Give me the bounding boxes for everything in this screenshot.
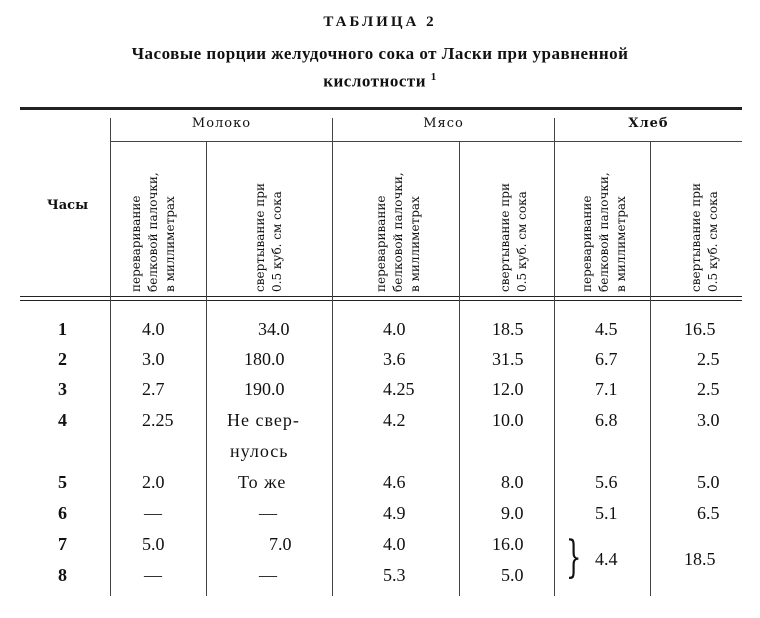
meat-digestion-cell: 4.2 — [383, 410, 406, 430]
meat-digestion-cell: 4.0 — [383, 319, 406, 339]
milk-curdling-cell: Не свер- — [227, 410, 300, 430]
subheader-line: переваривание — [374, 195, 388, 292]
milk-curdling-cell: — — [259, 565, 277, 585]
hour-cell: 4 — [58, 410, 67, 430]
meat-digestion-cell: 4.6 — [383, 472, 406, 492]
milk-digestion-cell: 2.25 — [142, 410, 174, 430]
milk-digestion-cell: 4.0 — [142, 319, 165, 339]
subheader-line: в миллиметрах — [163, 196, 177, 292]
col-divider-meat-sub — [459, 142, 460, 596]
meat-curdling-cell: 12.0 — [492, 379, 524, 399]
table-title-line2-text: кислотности — [323, 71, 427, 91]
hour-cell: 5 — [58, 472, 67, 492]
subheader-line: свертывание при — [498, 183, 512, 292]
subheader-line: белковой палочки, — [391, 172, 405, 292]
milk-digestion-cell: 3.0 — [142, 349, 165, 369]
subheader-line: в миллиметрах — [408, 196, 422, 292]
bread-digestion-cell: 5.6 — [595, 472, 618, 492]
col-divider-meat-bread — [554, 118, 555, 596]
subheader-line: белковой палочки, — [597, 172, 611, 292]
subheader-bread-curdling — [688, 142, 722, 292]
table-title-line2 — [0, 71, 760, 92]
table-label: ТАБЛИЦА 2 — [323, 14, 437, 30]
col-divider-milk-meat — [332, 118, 333, 596]
subheader-bread-digestion — [579, 142, 630, 292]
hour-cell: 7 — [58, 534, 67, 554]
meat-curdling-cell: 9.0 — [501, 503, 524, 523]
col-divider-hours — [110, 118, 111, 596]
subheader-meat-digestion — [373, 142, 424, 292]
meat-digestion-cell: 4.0 — [383, 534, 406, 554]
bread-curdling-cell-7-8: 18.5 — [684, 549, 716, 569]
milk-digestion-cell: 5.0 — [142, 534, 165, 554]
subheader-line: 0.5 куб. см сока — [270, 191, 284, 292]
meat-digestion-cell: 4.9 — [383, 503, 406, 523]
header-rule-1 — [20, 296, 742, 297]
meat-curdling-cell: 8.0 — [501, 472, 524, 492]
meat-curdling-cell: 18.5 — [492, 319, 524, 339]
milk-digestion-cell: — — [144, 503, 162, 523]
group-milk: Молоко — [191, 116, 252, 131]
subheader-line: переваривание — [129, 195, 143, 292]
subheader-milk-digestion — [128, 142, 179, 292]
subheader-line: переваривание — [580, 195, 594, 292]
hour-cell: 1 — [58, 319, 67, 339]
meat-curdling-cell: 5.0 — [501, 565, 524, 585]
milk-curdling-cell: 180.0 — [244, 349, 285, 369]
subheader-line: свертывание при — [253, 183, 267, 292]
group-meat: Мясо — [423, 116, 464, 131]
bread-curdling-cell: 2.5 — [697, 349, 720, 369]
bread-digestion-cell: 6.7 — [595, 349, 618, 369]
hours-header: Часы — [46, 198, 89, 213]
meat-curdling-cell: 31.5 — [492, 349, 524, 369]
subheader-line: 0.5 куб. см сока — [706, 191, 720, 292]
bread-curdling-cell: 2.5 — [697, 379, 720, 399]
bread-digestion-cell: 5.1 — [595, 503, 618, 523]
meat-digestion-cell: 4.25 — [383, 379, 415, 399]
rows-7-8-brace: } — [566, 532, 582, 583]
subheader-milk-curdling — [252, 142, 286, 292]
bread-digestion-cell: 6.8 — [595, 410, 618, 430]
bread-curdling-cell: 5.0 — [697, 472, 720, 492]
bread-curdling-cell: 3.0 — [697, 410, 720, 430]
milk-digestion-cell: 2.7 — [142, 379, 165, 399]
col-divider-milk-sub — [206, 142, 207, 596]
hour-cell: 3 — [58, 379, 67, 399]
group-bread: Хлеб — [628, 116, 669, 131]
milk-curdling-cell-continued: нулось — [230, 441, 289, 461]
milk-curdling-cell: 190.0 — [244, 379, 285, 399]
subheader-meat-curdling — [497, 142, 531, 292]
meat-curdling-cell: 16.0 — [492, 534, 524, 554]
milk-curdling-cell: То же — [238, 472, 287, 492]
footnote-mark: 1 — [430, 71, 437, 83]
subheader-line: в миллиметрах — [614, 196, 628, 292]
milk-curdling-cell: 34.0 — [258, 319, 290, 339]
table-title-line1: Часовые порции желудочного сока от Ласки при уравненной — [131, 44, 629, 63]
meat-digestion-cell: 3.6 — [383, 349, 406, 369]
meat-digestion-cell: 5.3 — [383, 565, 406, 585]
top-rule — [20, 107, 742, 110]
subheader-line: белковой палочки, — [146, 172, 160, 292]
meat-curdling-cell: 10.0 — [492, 410, 524, 430]
subheader-line: 0.5 куб. см сока — [515, 191, 529, 292]
bread-digestion-cell: 7.1 — [595, 379, 618, 399]
bread-digestion-cell: 4.5 — [595, 319, 618, 339]
bread-digestion-cell-7-8: 4.4 — [595, 549, 618, 569]
milk-digestion-cell: 2.0 — [142, 472, 165, 492]
header-rule-2 — [20, 300, 742, 301]
milk-curdling-cell: 7.0 — [269, 534, 292, 554]
hour-cell: 8 — [58, 565, 67, 585]
milk-digestion-cell: — — [144, 565, 162, 585]
bread-curdling-cell: 16.5 — [684, 319, 716, 339]
bread-curdling-cell: 6.5 — [697, 503, 720, 523]
hour-cell: 2 — [58, 349, 67, 369]
col-divider-bread-sub — [650, 142, 651, 596]
hour-cell: 6 — [58, 503, 67, 523]
milk-curdling-cell: — — [259, 503, 277, 523]
subheader-line: свертывание при — [689, 183, 703, 292]
